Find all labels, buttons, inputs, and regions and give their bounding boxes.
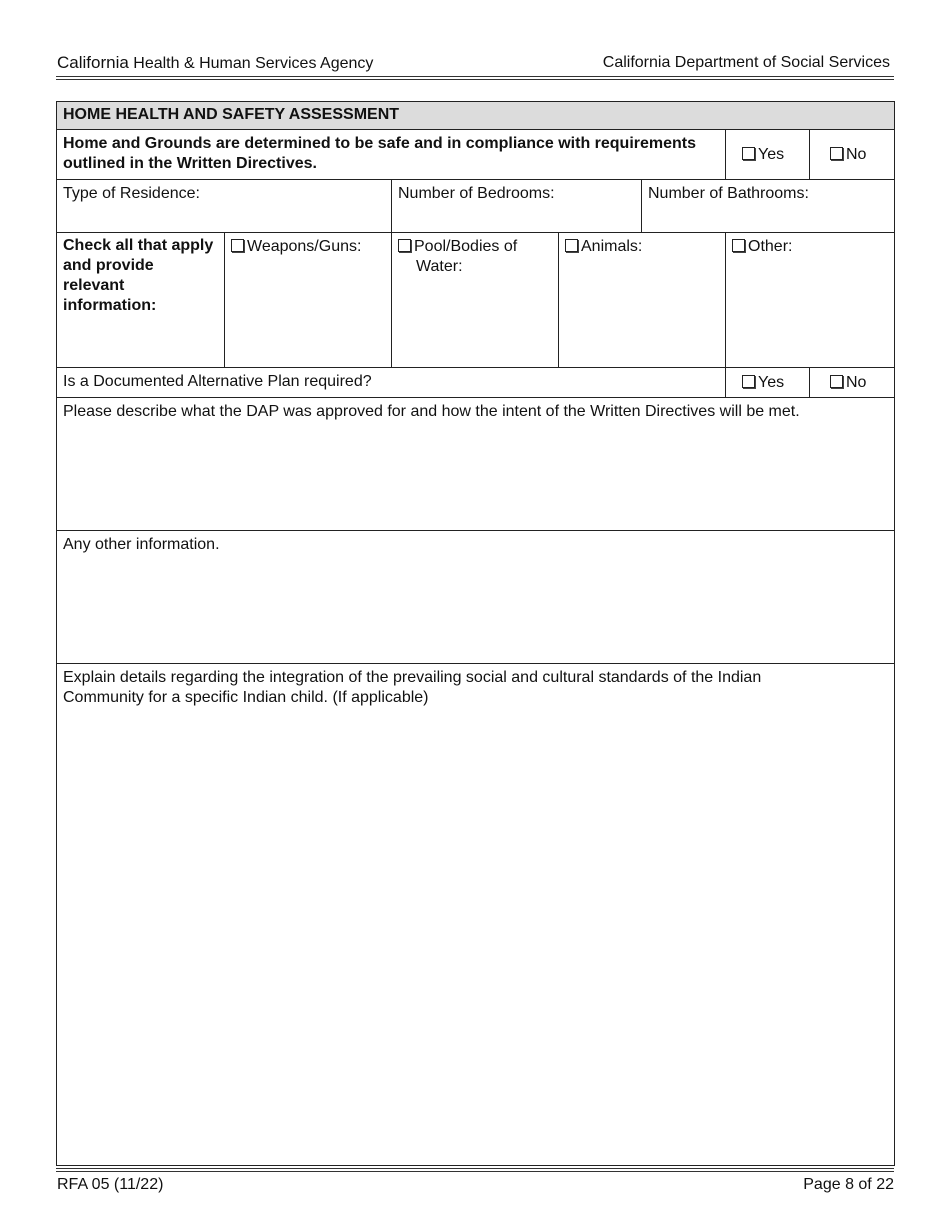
residence-type-field[interactable]	[57, 180, 392, 233]
indian-child-field[interactable]	[57, 664, 895, 1166]
checkbox-icon[interactable]	[742, 147, 755, 160]
compliance-no-label: No	[846, 145, 867, 163]
dap-no-cell	[810, 368, 895, 398]
other-label: Other:	[748, 238, 793, 255]
compliance-yes-cell	[726, 130, 810, 180]
agency-state: California	[57, 53, 129, 72]
page-number: Page 8 of 22	[803, 1176, 894, 1193]
form-id: RFA 05 (11/22)	[57, 1176, 164, 1193]
other-cell[interactable]	[726, 233, 895, 368]
weapons-label: Weapons/Guns:	[247, 238, 362, 255]
compliance-yes-option[interactable]	[742, 146, 784, 163]
checkbox-icon[interactable]	[830, 147, 843, 160]
dap-question: Is a Documented Alternative Plan required?	[57, 368, 726, 398]
animals-cell[interactable]	[559, 233, 726, 368]
checkbox-icon[interactable]	[742, 375, 755, 388]
checkbox-icon[interactable]	[231, 239, 244, 252]
residence-type-label: Type of Residence:	[63, 185, 200, 202]
pool-cell[interactable]	[392, 233, 559, 368]
bathrooms-field[interactable]	[642, 180, 895, 233]
department-header: California Department of Social Services	[602, 54, 890, 71]
other-info-field[interactable]	[57, 531, 895, 664]
compliance-no-cell	[810, 130, 895, 180]
compliance-yes-label: Yes	[758, 145, 785, 163]
footer-rule	[56, 1171, 894, 1172]
dap-no-option[interactable]	[830, 374, 866, 391]
other-info-prompt: Any other information.	[63, 536, 220, 553]
bedrooms-label: Number of Bedrooms:	[398, 185, 555, 202]
weapons-cell[interactable]	[225, 233, 392, 368]
dap-description-field[interactable]	[57, 398, 895, 531]
dap-yes-cell	[726, 368, 810, 398]
checkbox-icon[interactable]	[565, 239, 578, 252]
dap-description-prompt: Please describe what the DAP was approved for and how the intent of the Written Directives will be met.	[63, 403, 800, 420]
section-title: HOME HEALTH AND SAFETY ASSESSMENT	[57, 102, 895, 130]
header-rule	[56, 76, 894, 77]
animals-label: Animals:	[581, 238, 643, 255]
dap-yes-label: Yes	[758, 373, 785, 391]
checkbox-icon[interactable]	[732, 239, 745, 252]
compliance-statement: Home and Grounds are determined to be safe and in compliance with requirements outlined in the Written Directives.	[57, 130, 726, 180]
dap-no-label: No	[846, 373, 867, 391]
check-all-label: Check all that apply and provide relevant information:	[57, 233, 225, 368]
checkbox-icon[interactable]	[398, 239, 411, 252]
pool-label-cont: Water:	[416, 258, 463, 275]
home-health-safety-form	[56, 101, 895, 1166]
agency-name: Health & Human Services Agency	[133, 55, 374, 72]
indian-child-prompt: Explain details regarding the integration of the prevailing social and cultural standards of the Indian Community for a specific Indian child. (If applicable)	[63, 669, 762, 706]
checkbox-icon[interactable]	[830, 375, 843, 388]
bathrooms-label: Number of Bathrooms:	[648, 185, 809, 202]
compliance-no-option[interactable]	[830, 146, 866, 163]
bedrooms-field[interactable]	[392, 180, 642, 233]
agency-header	[57, 53, 373, 73]
pool-label: Pool/Bodies of	[414, 238, 518, 255]
header-rule	[56, 79, 894, 80]
dap-yes-option[interactable]	[742, 374, 784, 391]
footer-rule	[56, 1168, 894, 1169]
